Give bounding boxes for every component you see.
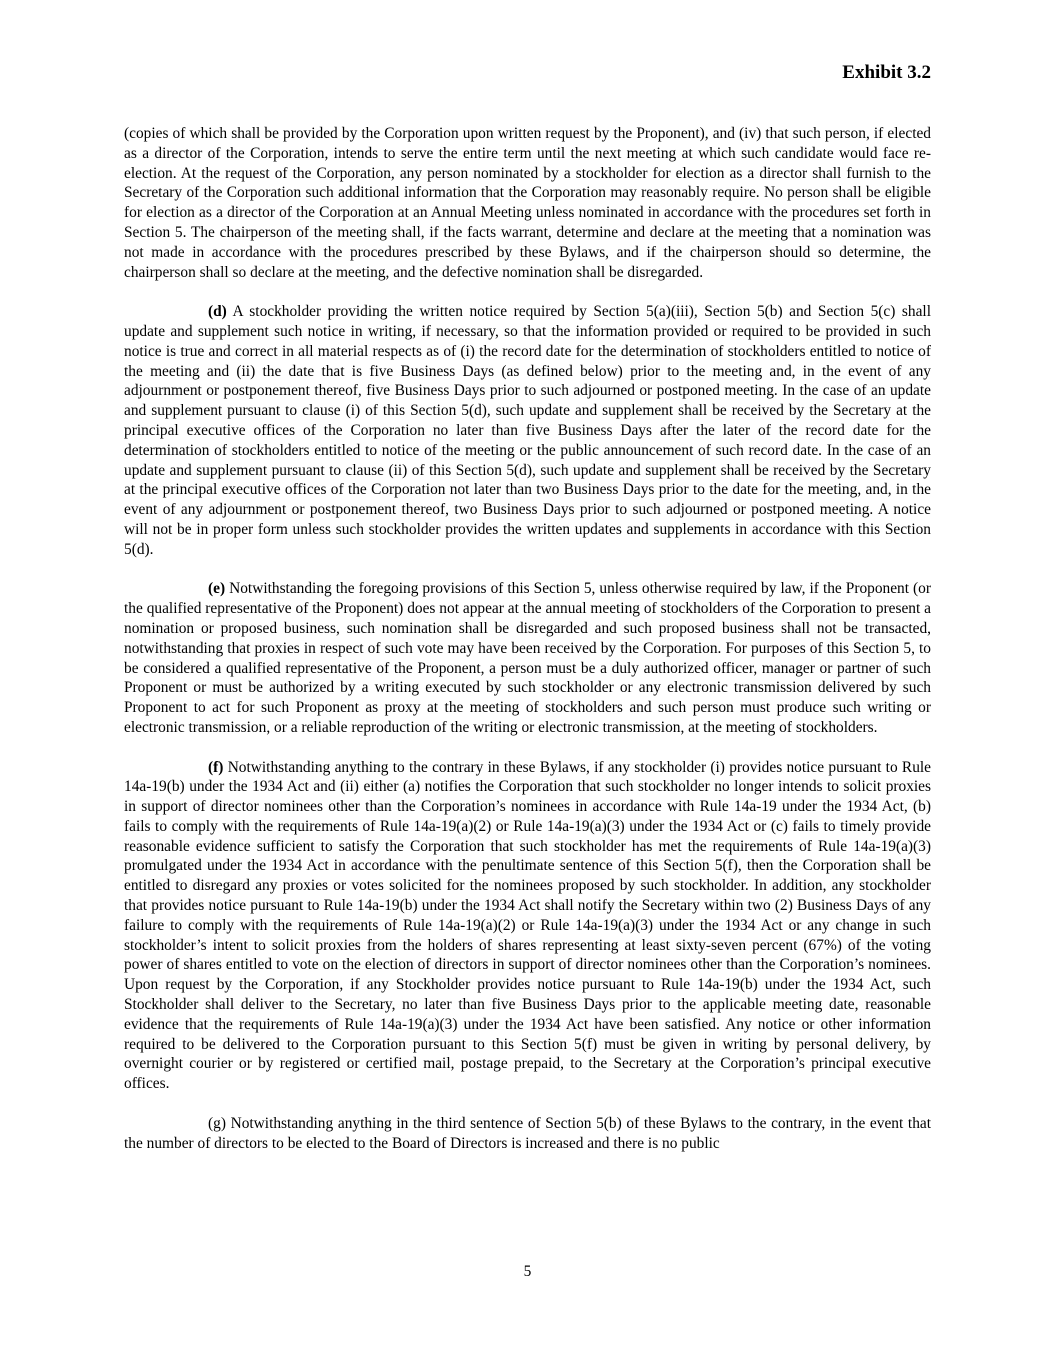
paragraph-text: A stockholder providing the written notice required by Section 5(a)(iii), Section 5(b) and Section 5(c) shall update and supplement such notice in writing, if necessary, so that the information provided or required to be provided in such notice is true and correct in all material respects as of (i) the record date for the determination of stockholders entitled to notice of the meeting and (ii) the date that is five Business Days (as defined below) prior to the meeting and, in the event of any adjournment or postponement thereof, five Business Days prior to such adjourned or postponed meeting. In the case of an update and supplement pursuant to clause (i) of this Section 5(d), such update and supplement shall be received by the Secretary at the principal executive offices of the Corporation no later than five Business Days after the later of the record date for the determination of stockholders entitled to notice of the meeting or the public announcement of such record date. In the case of an update and supplement pursuant to clause (ii) of this Section 5(d), such update and supplement shall be received by the Secretary at the principal executive offices of the Corporation not later than two Business Days prior to the date for the meeting, and, in the event of any adjournment or postponement thereof, two Business Days prior to such adjourned or postponed meeting. A notice will not be in proper form unless such stockholder provides the written updates and supplements in accordance with this Section 5(d).: [124, 303, 931, 558]
paragraph-text: (copies of which shall be provided by the Corporation upon written request by the Proponent), and (iv) that such person, if elected as a director of the Corporation, intends to serve the entire term until the next meeting at which such candidate would face re-election. At the request of the Corporation, any person nominated by a stockholder for election as a director shall furnish to the Secretary of the Corporation such additional information that the Corporation may reasonably require. No person shall be eligible for election as a director of the Corporation at an Annual Meeting unless nominated in accordance with the procedures set forth in Section 5. The chairperson of the meeting shall, if the facts warrant, determine and declare at the meeting that a nomination was not made in accordance with the procedures prescribed by these Bylaws, and if the chairperson should so determine, the chairperson shall so declare at the meeting, and the defective nomination shall be disregarded.: [124, 125, 931, 281]
paragraph-text: Notwithstanding anything to the contrary in these Bylaws, if any stockholder (i) provides notice pursuant to Rule 14a-19(b) under the 1934 Act and (ii) either (a) notifies the Corporation that such stockholder no longer intends to solicit proxies in support of director nominees other than the Corporation’s nominees in accordance with Rule 14a-19 under the 1934 Act, (b) fails to comply with the requirements of Rule 14a-19(a)(2) or Rule 14a-19(a)(3) under the 1934 Act or (c) fails to timely provide reasonable evidence sufficient to satisfy the Corporation that such stockholder has met the requirements of Rule 14a-19(a)(3) promulgated under the 1934 Act in accordance with the penultimate sentence of this Section 5(f), then the Corporation shall be entitled to disregard any proxies or votes solicited for the nominees proposed by such stockholder. In addition, any stockholder that provides notice pursuant to Rule 14a-19(b) under the 1934 Act shall notify the Secretary within two (2) Business Days of any failure to comply with the requirements of Rule 14a-19(a)(2) or Rule 14a-19(a)(3) under the 1934 Act or any change in such stockholder’s intent to solicit proxies from the holders of shares representing at least sixty-seven percent (67%) of the voting power of shares entitled to vote on the election of directors in support of director nominees other than the Corporation’s nominees. Upon request by the Corporation, if any Stockholder provides notice pursuant to Rule 14a-19(b) under the 1934 Act, such Stockholder shall deliver to the Secretary, no later than five Business Days prior to the applicable meeting date, reasonable evidence that the requirements of Rule 14a-19(a)(3) under the 1934 Act have been satisfied. Any notice or other information required to be delivered to the Corporation pursuant to this Section 5(f) must be given in writing by personal delivery, by overnight courier or by registered or certified mail, postage prepaid, to the Secretary at the Corporation’s principal executive offices.: [124, 758, 931, 1093]
paragraph-marker: (f): [208, 758, 224, 776]
paragraph-continuation: [124, 124, 931, 282]
page-number: 5: [523, 1263, 532, 1280]
paragraph-marker: (e): [208, 580, 226, 598]
document-body: [124, 124, 931, 1153]
paragraph-e: [124, 579, 931, 737]
exhibit-label: Exhibit 3.2: [842, 62, 931, 83]
paragraph-marker: (d): [208, 303, 227, 321]
paragraph-g: [124, 1114, 931, 1154]
paragraph-text: Notwithstanding the foregoing provisions of this Section 5, unless otherwise required by law, if the Proponent (or the qualified representative of the Proponent) does not appear at the annual meeting of stockholders of the Corporation to present a nomination or proposed business, such nomination shall be disregarded and such proposed business shall not be transacted, notwithstanding that proxies in respect of such vote may have been received by the Corporation. For purposes of this Section 5, to be considered a qualified representative of the Proponent, a person must be a duly authorized officer, manager or partner of such Proponent or must be authorized by a writing executed by such stockholder or any electronic transmission delivered by such Proponent to act for such Proponent as proxy at the meeting of stockholders and such person must produce such writing or electronic transmission, or a reliable reproduction of the writing or electronic transmission, at the meeting of stockholders.: [124, 580, 931, 736]
paragraph-d: [124, 302, 931, 559]
paragraph-f: [124, 758, 931, 1095]
paragraph-text: (g) Notwithstanding anything in the third sentence of Section 5(b) of these Bylaws to the contrary, in the event that the number of directors to be elected to the Board of Directors is increased and there is no public: [124, 1114, 931, 1152]
